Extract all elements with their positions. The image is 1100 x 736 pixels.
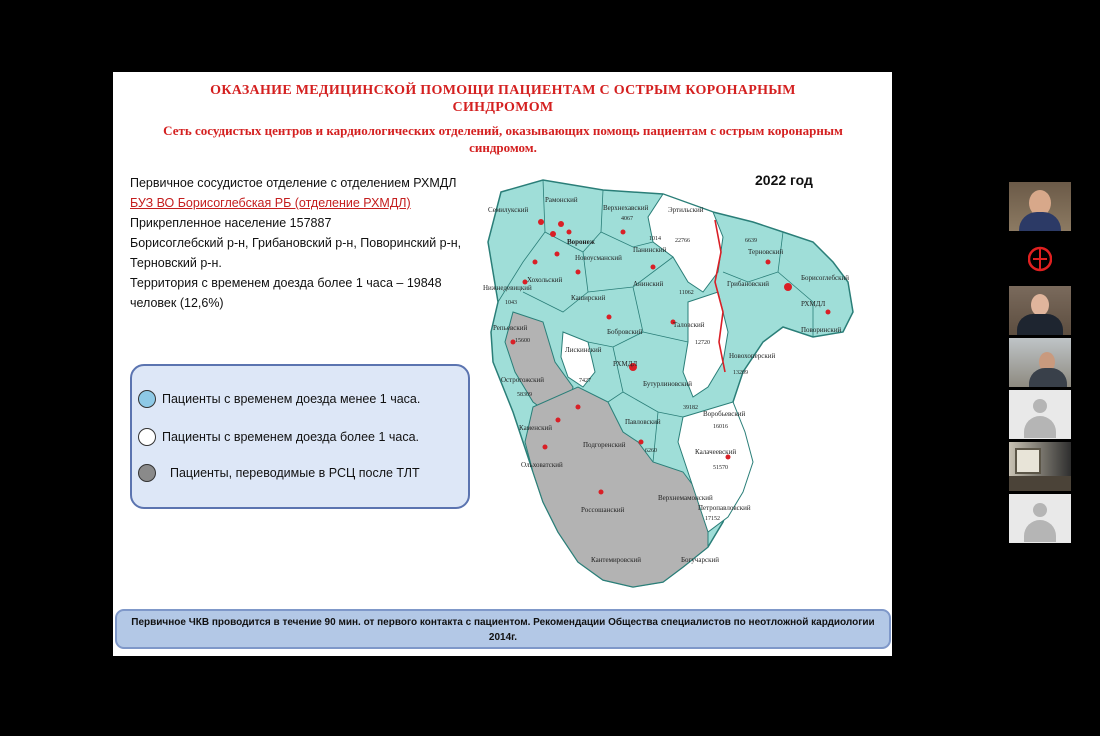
district-label: Рамонский — [545, 196, 578, 204]
slide-subtitle: Сеть сосудистых центров и кардиологических отделений, оказывающих помощь пациентам с острым коронарным синдромом. — [163, 123, 843, 155]
district-count: 7427 — [579, 378, 591, 384]
district-label: Борисоглебский — [801, 274, 850, 282]
district-label: Хохольский — [527, 276, 563, 284]
voronezh-region-map — [483, 172, 883, 602]
district-count: 13209 — [733, 370, 748, 376]
legend-swatch-blue — [138, 390, 156, 408]
footer-note: Первичное ЧКВ проводится в течение 90 мин. от первого контакта с пациентом. Рекомендации Общества специалистов по неотложной кардиологии 2014г. — [115, 609, 891, 649]
presentation-slide — [113, 72, 892, 656]
info-hospital-link: БУЗ ВО Борисоглебская РБ (отделение РХМДЛ) — [130, 196, 411, 210]
district-label: Поворинский — [801, 326, 842, 334]
participant-video[interactable] — [1009, 442, 1071, 491]
district-label: Подгоренский — [583, 441, 626, 449]
district-label: Грибановский — [727, 280, 770, 288]
district-label: Каширский — [571, 294, 606, 302]
district-label: Репьевский — [493, 324, 528, 332]
district-label: Воробьевский — [703, 410, 746, 418]
district-label: Острогожский — [501, 376, 545, 384]
district-count: 39182 — [683, 405, 698, 411]
district-count: 1014 — [649, 236, 661, 242]
year-label: 2022 год — [755, 172, 813, 188]
district-label: Калачеевский — [695, 448, 737, 456]
legend-label: Пациенты с временем доезда более 1 часа. — [162, 430, 420, 444]
district-label: Воронеж — [567, 238, 595, 246]
legend-item-under-1h — [138, 390, 420, 408]
district-label: Терновский — [748, 248, 784, 256]
user-avatar-icon — [1033, 399, 1047, 413]
info-districts: Борисоглебский р-н, Грибановский р-н, Поворинский р-н, Терновский р-н. — [130, 236, 462, 270]
info-block — [130, 173, 490, 313]
district-count: 17152 — [705, 516, 720, 522]
district-label: Новохоперский — [729, 352, 776, 360]
slide-title: ОКАЗАНИЕ МЕДИЦИНСКОЙ ПОМОЩИ ПАЦИЕНТАМ С ОСТРЫМ КОРОНАРНЫМ СИНДРОМОМ — [210, 83, 796, 115]
legend-item-over-1h — [138, 428, 419, 446]
district-label: Анинский — [633, 280, 664, 288]
district-count: 11062 — [679, 290, 694, 296]
info-territory: Территория с временем доезда более 1 часа – 19848 человек (12,6%) — [130, 276, 442, 310]
district-label: Бобровский — [607, 328, 643, 336]
district-label: Бутурлиновский — [643, 380, 692, 388]
district-label: РХМДЛ — [613, 360, 638, 368]
info-population: Прикрепленное население 157887 — [130, 216, 332, 230]
user-avatar-icon — [1033, 503, 1047, 517]
district-label: Новоусманский — [575, 254, 622, 262]
participant-video[interactable] — [1009, 338, 1071, 387]
district-count: 1043 — [505, 300, 517, 306]
legend-swatch-white — [138, 428, 156, 446]
info-line-center: Первичное сосудистое отделение с отделением РХМДЛ — [130, 176, 457, 190]
district-label: Эртильский — [668, 206, 704, 214]
district-count: 4067 — [621, 216, 633, 222]
district-label: Ольховатский — [521, 461, 563, 469]
district-label: Панинский — [633, 246, 667, 254]
participant-avatar[interactable] — [1009, 390, 1071, 439]
district-count: 6260 — [645, 448, 657, 454]
participant-avatar[interactable] — [1009, 494, 1071, 543]
district-label: Россошанский — [581, 506, 625, 514]
district-count: 15600 — [515, 338, 530, 344]
district-label: Кантемировский — [591, 556, 642, 564]
heart-logo-icon — [1028, 239, 1052, 279]
district-label: Семилукский — [488, 206, 529, 214]
legend-label: Пациенты, переводимые в РСЦ после ТЛТ — [170, 466, 420, 480]
district-label: Верхнехавский — [603, 204, 649, 212]
district-label: Богучарский — [681, 556, 720, 564]
district-label: Лискинский — [565, 346, 602, 354]
district-count: 58309 — [517, 392, 532, 398]
district-count: 12720 — [695, 340, 710, 346]
legend-swatch-grey — [138, 464, 156, 482]
district-label: Нижнедевицкий — [483, 284, 532, 292]
district-label: Петропавловский — [698, 504, 751, 512]
district-count: 16016 — [713, 424, 728, 430]
district-label: Верхнемамонский — [658, 494, 713, 502]
participant-video[interactable] — [1009, 286, 1071, 335]
district-label: Павловский — [625, 418, 661, 426]
legend-box — [130, 364, 470, 509]
district-count: 6639 — [745, 238, 757, 244]
district-count: 51570 — [713, 465, 728, 471]
participant-video[interactable] — [1009, 234, 1071, 283]
district-label: Каменский — [519, 424, 552, 432]
district-count: 22766 — [675, 238, 690, 244]
legend-item-tlt — [138, 464, 420, 482]
participant-video[interactable] — [1009, 182, 1071, 231]
participants-panel — [1009, 182, 1071, 546]
district-label: РХМДЛ — [801, 300, 826, 308]
legend-label: Пациенты с временем доезда менее 1 часа. — [162, 392, 421, 406]
district-label: Таловский — [673, 321, 705, 329]
